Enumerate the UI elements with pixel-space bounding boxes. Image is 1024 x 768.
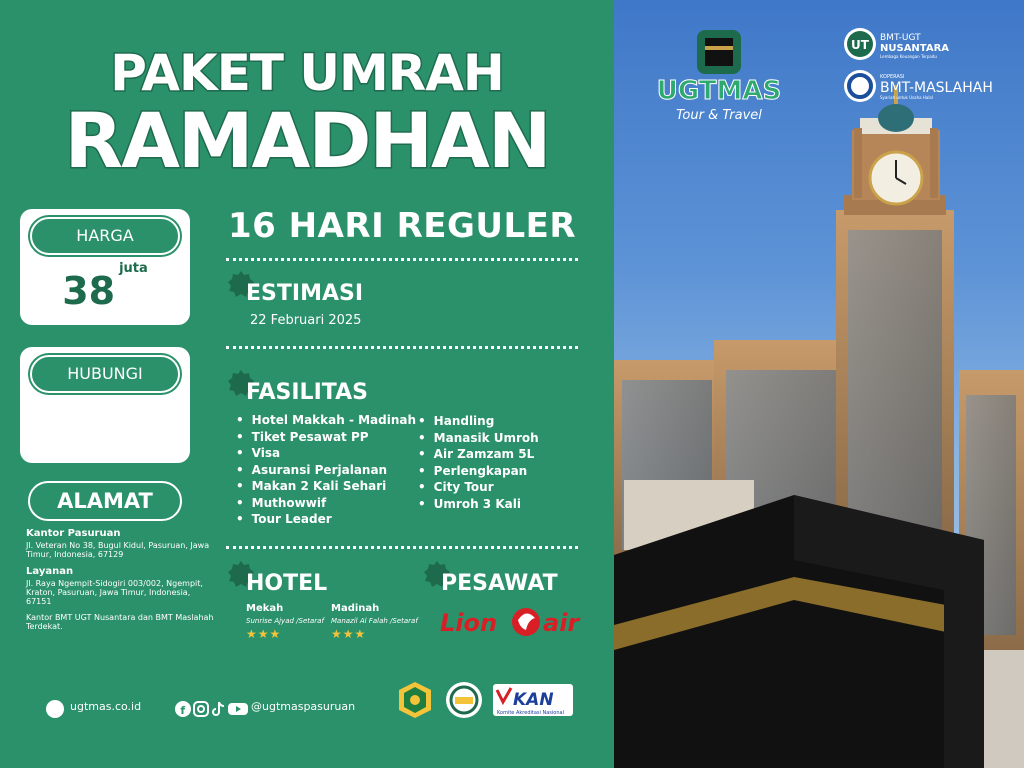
office1-title: Kantor Pasuruan (26, 528, 121, 539)
mekah-hotel: Sunrise Ajyad /Setaraf (246, 617, 324, 625)
list-item: • City Tour (418, 479, 539, 496)
list-item: • Hotel Makkah - Madinah (236, 412, 416, 429)
office3-text: Kantor BMT UGT Nusantara dan BMT Maslahah Terdekat. (26, 613, 214, 631)
package-duration: 16 HARI REGULER (228, 206, 577, 246)
svg-text:air: air (543, 609, 580, 637)
svg-text:UT: UT (851, 38, 869, 52)
list-item: • Handling (418, 413, 539, 430)
list-item: • Tiket Pesawat PP (236, 429, 416, 446)
list-item: • Visa (236, 445, 416, 462)
svg-text:f: f (180, 704, 186, 717)
svg-text:Komite Akreditasi Nasional: Komite Akreditasi Nasional (497, 710, 564, 716)
svg-text:Lion: Lion (440, 609, 498, 637)
bmt-maslahah-logo (842, 68, 997, 106)
list-item: • Umroh 3 Kali (418, 496, 539, 513)
mekah-label: Mekah (246, 603, 284, 614)
facilities-label: FASILITAS (246, 380, 368, 405)
price-value: $38^{juta}$ (62, 261, 148, 313)
social-handle[interactable]: @ugtmaspasuruan (251, 700, 356, 713)
svg-text:KAN: KAN (513, 690, 554, 710)
madinah-hotel: Manazil Al Falah /Setaraf (331, 617, 418, 625)
facilities-list-1 (236, 412, 416, 528)
svg-text:Lembaga Keuangan Terpadu: Lembaga Keuangan Terpadu (880, 54, 937, 59)
svg-text:UGTMAS: UGTMAS (656, 76, 782, 106)
plane-label: PESAWAT (441, 571, 558, 596)
svg-text:NUSANTARA: NUSANTARA (880, 43, 950, 54)
siskopatuh-logo (444, 680, 484, 720)
contact-card (20, 347, 190, 463)
instagram-icon[interactable] (193, 701, 209, 717)
svg-text:KOPERASI: KOPERASI (880, 74, 905, 80)
photo-panel (614, 0, 1024, 768)
kemenag-logo (395, 680, 435, 720)
madinah-stars: ★★★ (331, 627, 367, 641)
divider (226, 346, 578, 349)
list-item: • Asuransi Perjalanan (236, 462, 416, 479)
price-card (20, 209, 190, 325)
estimate-date: 22 Februari 2025 (250, 313, 362, 328)
list-item: • Perlengkapan (418, 463, 539, 480)
mekah-stars: ★★★ (246, 627, 282, 641)
svg-text:BMT-MASLAHAH: BMT-MASLAHAH (880, 80, 993, 96)
contact-label: HUBUNGI (30, 355, 180, 393)
kan-logo (493, 680, 573, 720)
price-label: HARGA (30, 217, 180, 255)
office1-text: Jl. Veteran No 38, Bugul Kidul, Pasuruan, Jawa Timur, Indonesia, 67129 (26, 541, 210, 559)
office2-text: Jl. Raya Ngempit-Sidogiri 003/002, Ngempit, Kraton, Pasuruan, Jawa Timur, Indonesia, 67151 (26, 579, 203, 606)
title-line-2: RAMADHAN (64, 96, 550, 185)
svg-text:Tour & Travel: Tour & Travel (676, 108, 762, 123)
list-item: • Air Zamzam 5L (418, 446, 539, 463)
ugtmas-logo (634, 24, 804, 124)
address-label: ALAMAT (28, 481, 182, 521)
tiktok-icon[interactable] (210, 701, 226, 717)
globe-icon (46, 700, 64, 718)
madinah-label: Madinah (331, 603, 380, 614)
estimate-label: ESTIMASI (246, 281, 364, 306)
list-item: • Manasik Umroh (418, 430, 539, 447)
youtube-icon[interactable] (228, 701, 248, 717)
lion-air-logo (440, 600, 585, 642)
office2-title: Layanan (26, 566, 74, 577)
hotel-label: HOTEL (246, 571, 328, 596)
facilities-list-2 (418, 413, 539, 512)
list-item: • Tour Leader (236, 511, 416, 528)
title-line-1: PAKET UMRAH (110, 44, 504, 102)
list-item: • Muthowwif (236, 495, 416, 512)
list-item: • Makan 2 Kali Sehari (236, 478, 416, 495)
website-link[interactable]: ugtmas.co.id (70, 700, 142, 713)
bmt-ugt-logo (842, 24, 972, 68)
divider (226, 258, 578, 261)
facebook-icon[interactable] (175, 701, 191, 717)
svg-text:Syariah untuk Usaha Halal: Syariah untuk Usaha Halal (880, 95, 933, 100)
divider (226, 546, 578, 549)
svg-text:BMT-UGT: BMT-UGT (880, 33, 921, 43)
